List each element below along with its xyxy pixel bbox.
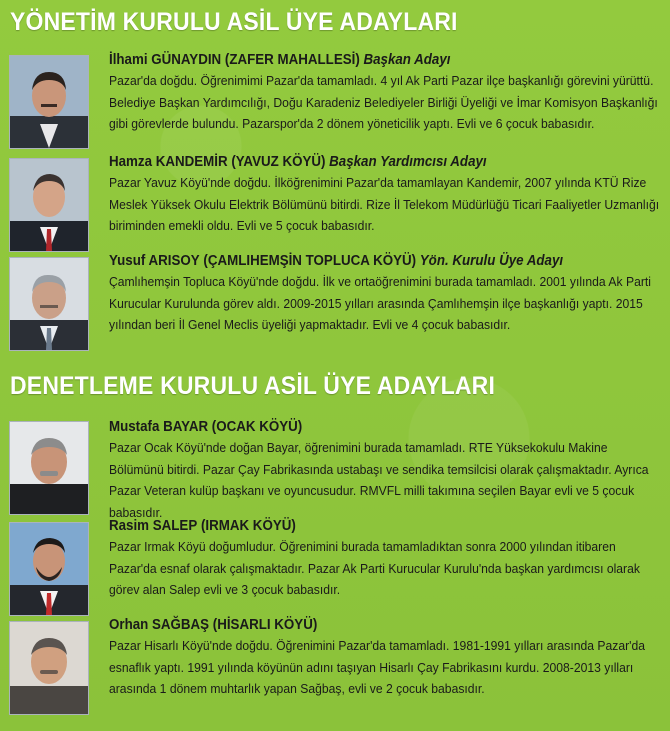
candidate-name: Mustafa BAYAR <box>109 419 209 435</box>
candidate-name: Orhan SAĞBAŞ <box>109 617 210 633</box>
candidate-text <box>109 417 661 523</box>
candidate-bio: Çamlıhemşin Topluca Köyü'nde doğdu. İlk ve ortaöğrenimini burada tamamladı. 2001 yılında Ak Parti Kurucular Kurulunda görev aldı. 2009-2015 yılları arasında Çamlıhemşin ilçe başkanlığı yaptı. 2015 yılından beri İl Genel Meclis üyeliği yapmaktadır. Evli ve 4 çocuk babasıdır. <box>109 274 651 332</box>
candidate-name: Yusuf ARISOY <box>109 253 200 269</box>
candidate-bio: Pazar Irmak Köyü doğumludur. Öğrenimini burada tamamladıktan sonra 2000 yılından itibaren Pazar'da esnaf olarak çalışmaktadır. Pazar Ak Parti Kurucular Kurulu'nda başkan yardımcısı olarak görev alan Salep evli ve 3 çocuk babasıdır. <box>109 539 640 597</box>
audit-section-title: DENETLEME KURULU ASİL ÜYE ADAYLARI <box>10 372 496 400</box>
candidate-photo <box>9 621 89 715</box>
candidate-photo <box>9 421 89 515</box>
candidate-photo <box>9 55 89 149</box>
candidate-text <box>109 251 661 336</box>
candidate-photo <box>9 522 89 616</box>
candidate-heading <box>109 516 617 536</box>
candidate-text <box>109 152 661 237</box>
candidate-village: (ZAFER MAHALLESİ) <box>224 52 360 68</box>
candidate-role: Başkan Yardımcısı Adayı <box>329 154 487 170</box>
candidate-bio: Pazar'da doğdu. Öğrenimimi Pazar'da tamamladı. 4 yıl Ak Parti Pazar ilçe başkanlığı görevini yürüttü. Belediye Başkan Yardımcılığı, Doğu Karadeniz Belediyeler Birliği Üyeliği ve İmar Komisyon Başkanlığı gibi görevlerde bulundu. Pazarspor'da 2 dönem yöneticilik yaptı. Evli ve 6 çocuk babasıdır. <box>109 73 658 131</box>
candidate-bio: Pazar Yavuz Köyü'nde doğdu. İlköğrenimini Pazar'da tamamlayan Kandemir, 2007 yılında KTÜ Rize Meslek Yüksek Okulu Elektrik Bölümünü bitirdi. Rize İl Telekom Müdürlüğü Ticari Faaliyetler Uzmanlığı biriminden emekli oldu. Evli ve 5 çocuk babasıdır. <box>109 175 660 233</box>
candidate-photo <box>9 158 89 252</box>
candidate-text <box>109 516 661 601</box>
candidate-village: (HİSARLI KÖYÜ) <box>212 617 318 633</box>
board-section-title: YÖNETİM KURULU ASİL ÜYE ADAYLARI <box>10 8 458 36</box>
candidate-name: Rasim SALEP <box>109 518 198 534</box>
candidate-name: Hamza KANDEMİR <box>109 154 228 170</box>
candidate-heading <box>109 615 617 635</box>
candidate-village: (YAVUZ KÖYÜ) <box>231 154 326 170</box>
candidate-heading <box>109 152 617 172</box>
candidate-text <box>109 50 661 135</box>
candidate-heading <box>109 417 617 437</box>
candidate-photo <box>9 257 89 351</box>
candidate-text <box>109 615 661 700</box>
candidate-bio: Pazar Hisarlı Köyü'nde doğdu. Öğrenimini Pazar'da tamamladı. 1981-1991 yılları arasında Pazar'da esnaflık yaptı. 1991 yılında köyünün adını taşıyan Hisarlı Çay Fabrikasını kurdu. 2008-2013 yılları arasında 1 dönem muhtarlık yapan Sağbaş, evli ve 2 çocuk babasıdır. <box>109 638 646 696</box>
candidate-heading <box>109 50 617 70</box>
candidate-village: (IRMAK KÖYÜ) <box>200 518 296 534</box>
candidate-village: (OCAK KÖYÜ) <box>211 419 303 435</box>
candidate-bio: Pazar Ocak Köyü'nde doğan Bayar, öğrenimini burada tamamladı. RTE Yüksekokulu Makine Bölümünü bitirdi. Pazar Çay Fabrikasında ustabaşı ve sendika temsilcisi olarak çalışmaktadır. Ayrıca Pazar Veteran kulüp başkanı ve oyuncusudur. RMVFL milli takımına seçilen Bayar evli ve 5 çocuk babasıdır. <box>109 440 649 520</box>
candidate-name: İlhami GÜNAYDIN <box>109 52 222 68</box>
candidate-heading <box>109 251 617 271</box>
candidate-role: Yön. Kurulu Üye Adayı <box>419 253 564 269</box>
candidate-role: Başkan Adayı <box>363 52 451 68</box>
candidate-village: (ÇAMLIHEMŞİN TOPLUCA KÖYÜ) <box>203 253 417 269</box>
